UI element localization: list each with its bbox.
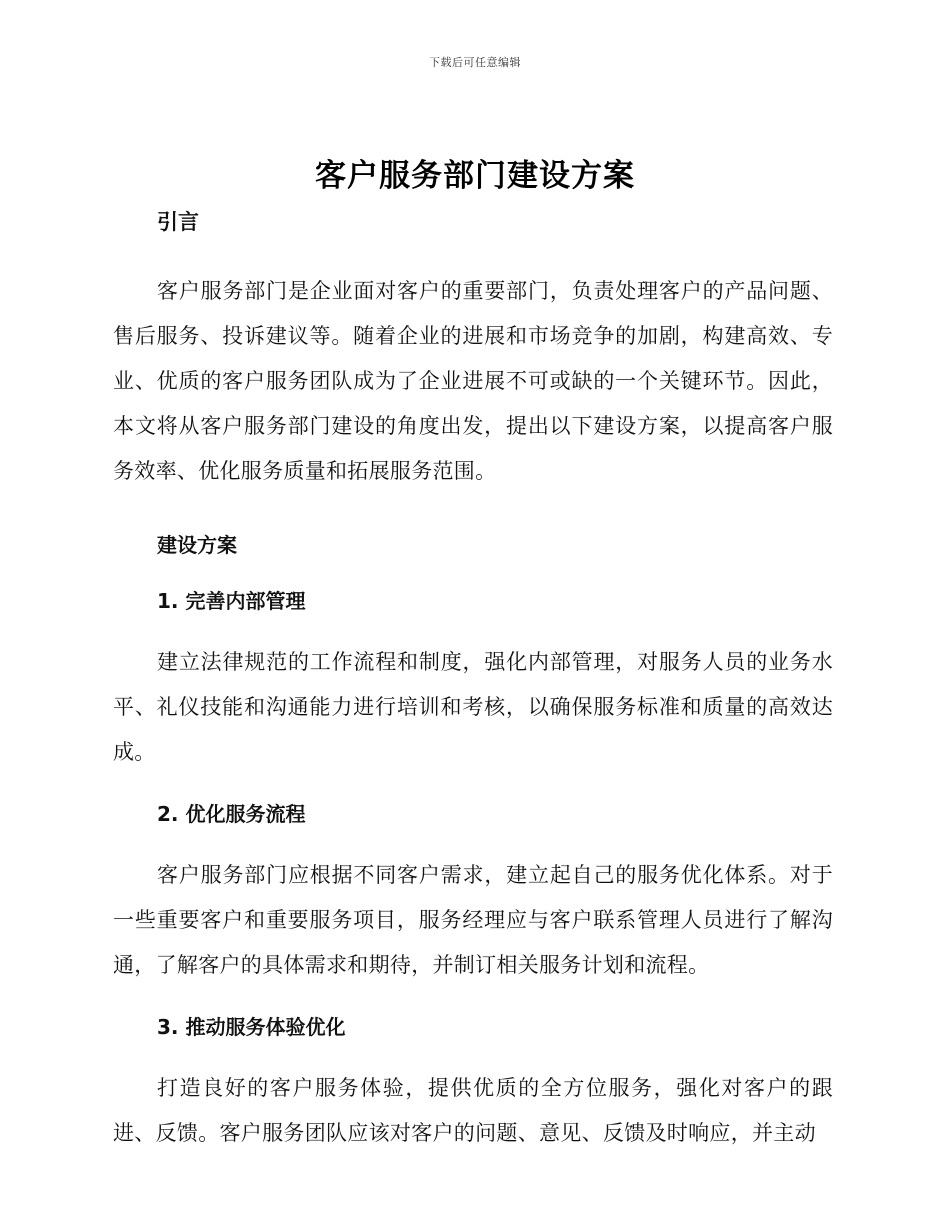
- plan-heading: 建设方案: [157, 533, 237, 557]
- header-note: 下载后可任意编辑: [429, 56, 521, 69]
- item1-heading: 1. 完善内部管理: [157, 589, 306, 613]
- item1-paragraph: 建立法律规范的工作流程和制度，强化内部管理，对服务人员的业务水平、礼仪技能和沟通能力进行培训和考核，以确保服务标准和质量的高效达成。: [113, 650, 833, 764]
- document-body: [113, 205, 833, 1156]
- item3-heading: 3. 推动服务体验优化: [157, 1015, 346, 1039]
- intro-paragraph: 客户服务部门是企业面对客户的重要部门，负责处理客户的产品问题、售后服务、投诉建议等。随着企业的进展和市场竞争的加剧，构建高效、专业、优质的客户服务团队成为了企业进展不可或缺的一个关键环节。因此，本文将从客户服务部门建设的角度出发，提出以下建设方案，以提高客户服务效率、优化服务质量和拓展服务范围。: [113, 279, 833, 483]
- page-title: 客户服务部门建设方案: [315, 158, 635, 194]
- item2-heading: 2. 优化服务流程: [157, 802, 306, 826]
- item3-paragraph: 打造良好的客户服务体验，提供优质的全方位服务，强化对客户的跟进、反馈。客户服务团队应该对客户的问题、意见、反馈及时响应，并主动: [113, 1076, 833, 1145]
- item2-paragraph: 客户服务部门应根据不同客户需求，建立起自己的服务优化体系。对于一些重要客户和重要服务项目，服务经理应与客户联系管理人员进行了解沟通，了解客户的具体需求和期待，并制订相关服务计划和流程。: [113, 863, 833, 977]
- intro-heading: 引言: [157, 210, 199, 234]
